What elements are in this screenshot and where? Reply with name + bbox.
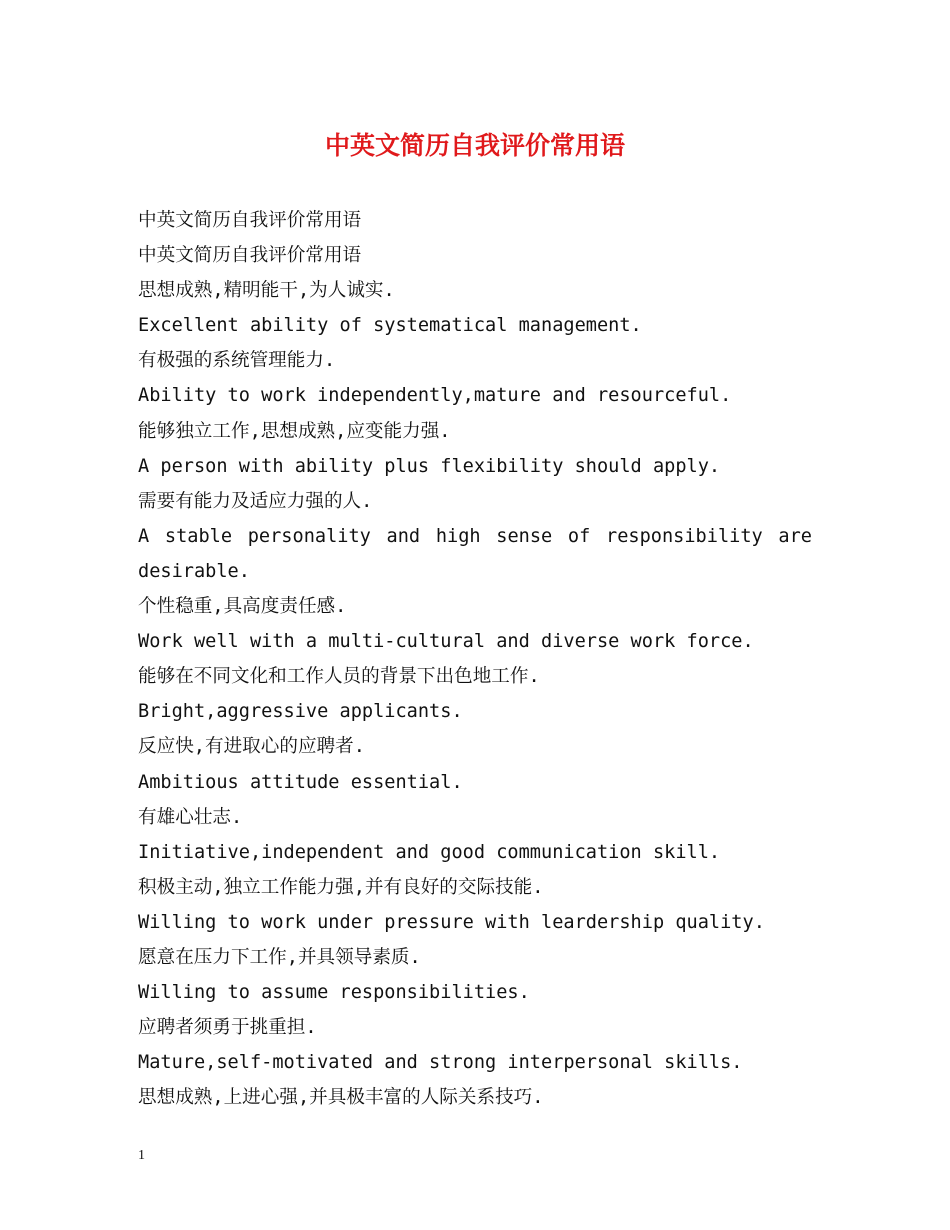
text-line: 能够在不同文化和工作人员的背景下出色地工作.	[138, 666, 540, 688]
text-line: Initiative,independent and good communication skill.	[138, 841, 721, 863]
text-line: 愿意在压力下工作,并具领导素质.	[138, 946, 421, 968]
text-line: 反应快,有进取心的应聘者.	[138, 736, 365, 758]
text-line: Mature,self-motivated and strong interpersonal skills.	[138, 1052, 743, 1074]
text-line: Ability to work independently,mature and resourceful.	[138, 385, 732, 407]
text-line: Bright,aggressive applicants.	[138, 701, 463, 723]
text-line: 能够独立工作,思想成熟,应变能力强.	[138, 420, 451, 442]
text-line: Willing to assume responsibilities.	[138, 982, 530, 1004]
document-title: 中英文简历自我评价常用语	[324, 131, 625, 160]
text-line: A person with ability plus flexibility should apply.	[138, 455, 721, 477]
text-line: 需要有能力及适应力强的人.	[138, 490, 373, 512]
page-number: 1	[138, 1148, 145, 1163]
text-line: desirable.	[138, 560, 250, 582]
text-line: 个性稳重,具高度责任感.	[138, 596, 347, 618]
text-line: 应聘者须勇于挑重担.	[138, 1017, 317, 1039]
text-line: Ambitious attitude essential.	[138, 771, 463, 793]
text-line: 中英文简历自我评价常用语	[138, 245, 362, 267]
text-line: 思想成熟,精明能干,为人诚实.	[138, 280, 395, 302]
text-line: 有极强的系统管理能力.	[138, 350, 336, 372]
text-line: 中英文简历自我评价常用语	[138, 210, 362, 231]
text-line: Excellent ability of systematical management.	[138, 315, 642, 337]
text-line: Work well with a multi-cultural and diverse work force.	[138, 631, 754, 653]
text-line: 思想成熟,上进心强,并具极丰富的人际关系技巧.	[138, 1087, 544, 1109]
document-body	[138, 203, 812, 1115]
text-line: Willing to work under pressure with leardership quality.	[138, 911, 765, 933]
text-line: A stable personality and high sense of responsibility are	[138, 525, 812, 547]
text-line: 有雄心壮志.	[138, 806, 243, 828]
text-line: 积极主动,独立工作能力强,并有良好的交际技能.	[138, 876, 544, 898]
